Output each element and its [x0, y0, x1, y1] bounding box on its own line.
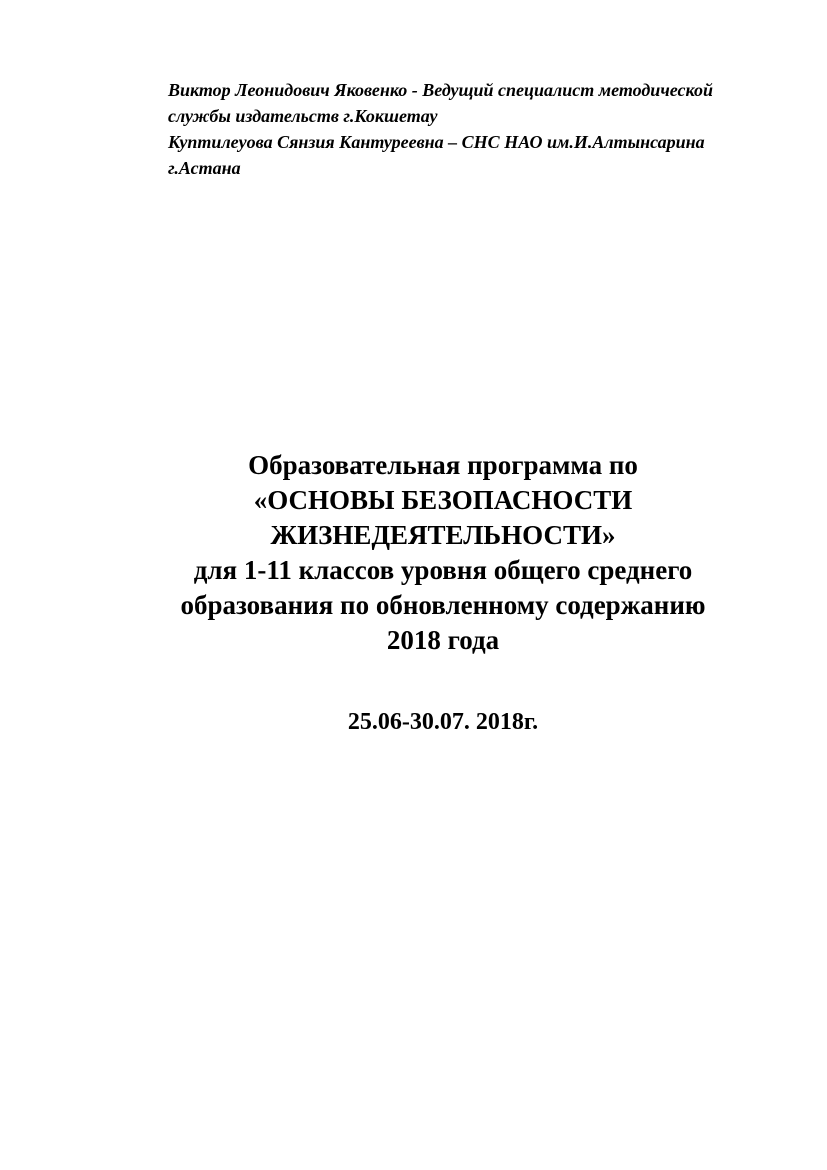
document-title-line: для 1-11 классов уровня общего среднего: [193, 555, 693, 585]
document-title: [118, 448, 768, 658]
author-info-line: Куптилеуова Сянзия Кантуреевна – СНС НАО им.И.Алтынсарина: [168, 132, 705, 152]
document-title-line: Образовательная программа по: [248, 450, 638, 480]
author-info-line: службы издательств г.Кокшетау: [168, 106, 438, 126]
date-line: 25.06-30.07. 2018г.: [347, 709, 539, 735]
author-info-line: г.Астана: [168, 158, 241, 178]
document-title-line: ЖИЗНЕДЕЯТЕЛЬНОСТИ»: [270, 520, 616, 550]
author-info: [168, 77, 778, 181]
document-title-line: «ОСНОВЫ БЕЗОПАСНОСТИ: [253, 485, 633, 515]
document-title-line: 2018 года: [386, 625, 500, 655]
author-info-line: Виктор Леонидович Яковенко - Ведущий специалист методической: [168, 80, 713, 100]
document-title-line: образования по обновленному содержанию: [180, 590, 706, 620]
